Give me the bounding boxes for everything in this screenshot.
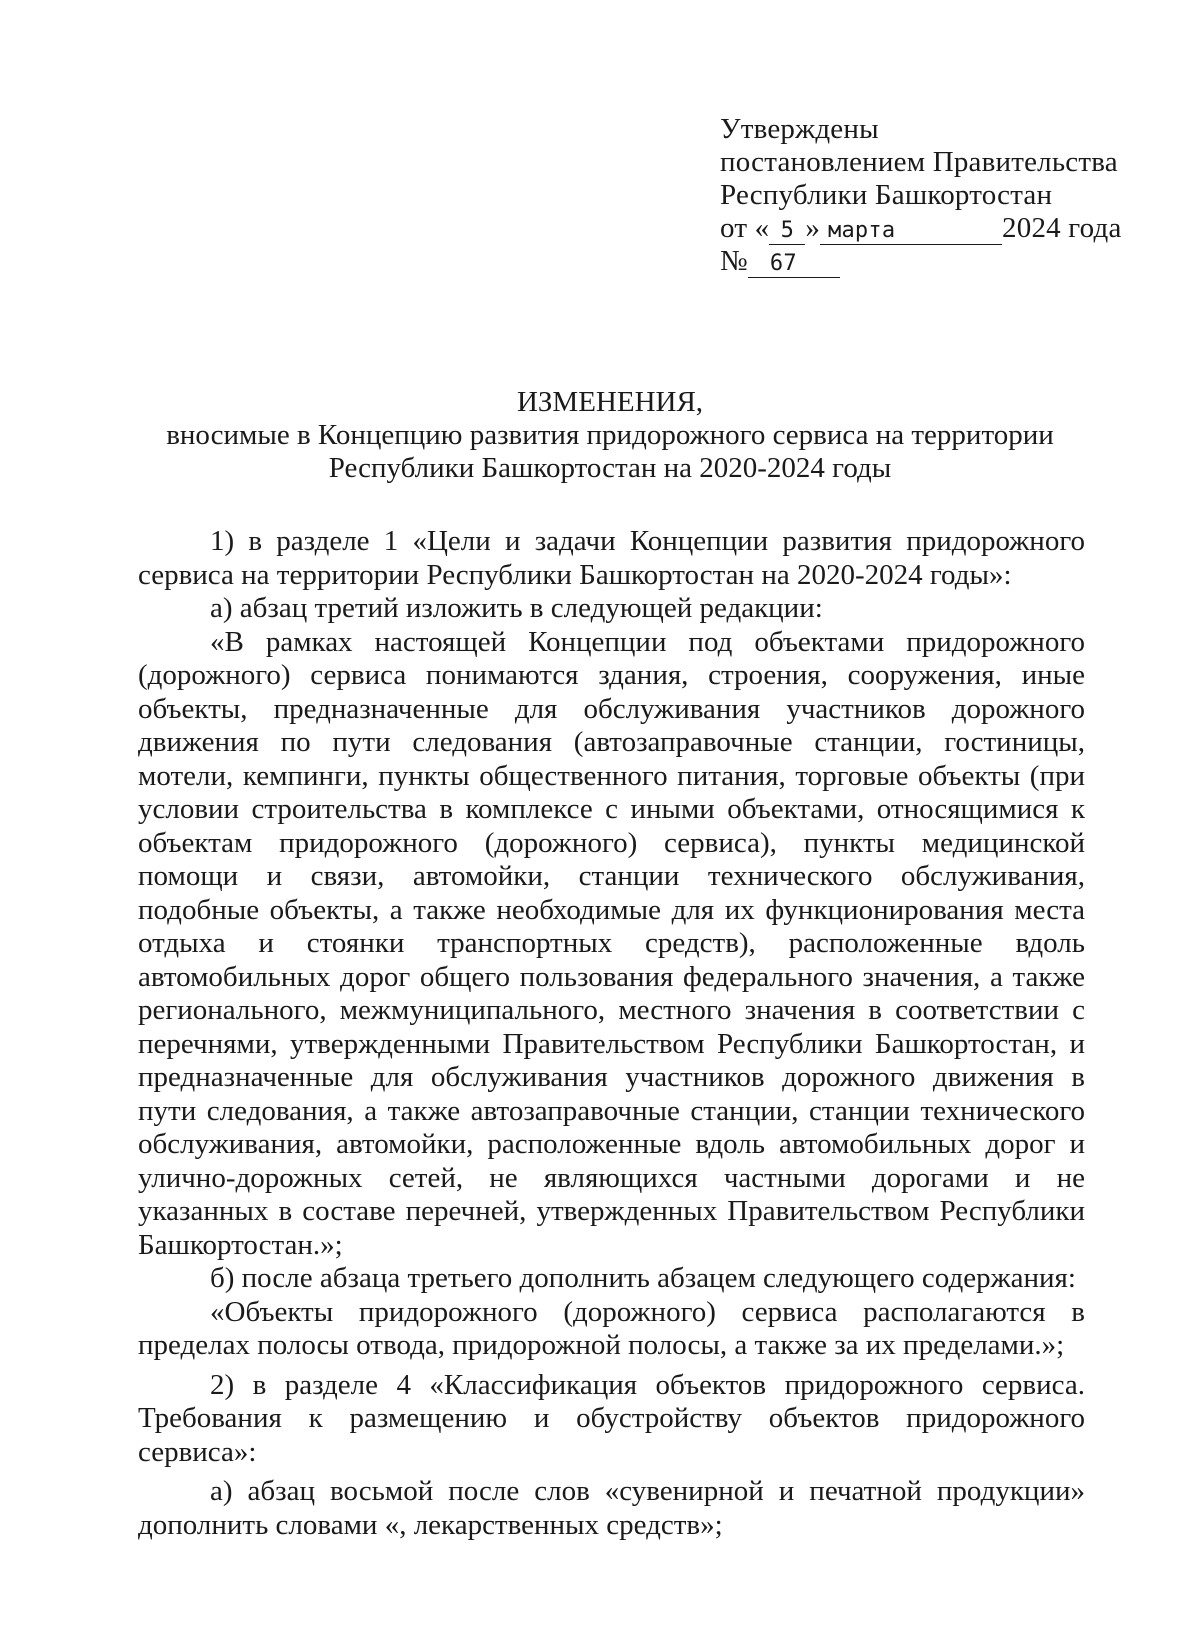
document-subtitle-line-2: Республики Башкортостан на 2020-2024 годы bbox=[328, 452, 892, 484]
approval-line-2: постановлением Правительства bbox=[720, 146, 1118, 178]
approval-line-1: Утверждены bbox=[720, 113, 879, 145]
approval-line-3: Республики Башкортостан bbox=[720, 179, 1053, 211]
approval-date-line bbox=[720, 212, 1122, 245]
paragraph-item-a-section-4: а) абзац восьмой после слов «сувенирной и печатной продукции» дополнить словами «, лекарственных средств»; bbox=[138, 1475, 1085, 1541]
paragraph-section-4: 2) в разделе 4 «Классификация объектов придорожного сервиса. Требования к размещению и обустройству объектов придорожного сервиса»: bbox=[138, 1368, 1085, 1468]
paragraph-item-b: б) после абзаца третьего дополнить абзацем следующего содержания: bbox=[210, 1262, 1076, 1294]
paragraph-definition: «В рамках настоящей Концепции под объектами придорожного (дорожного) сервиса понимаются здания, строения, сооружения, иные объекты, предназначенные для обслуживания участников дорожного движения по пути следования (автозаправочные станции, гостиницы, мотели, кемпинги, пункты общественного питания, торговые объекты (при условии строительства в комплексе с иными объектами, относящимися к объектам придорожного (дорожного) сервиса), пункты медицинской помощи и связи, автомойки, станции технического обслуживания, подобные объекты, а также необходимые для их функционирования места отдыха и стоянки транспортных средств), расположенные вдоль автомобильных дорог общего пользования федерального значения, а также регионального, межмуниципального, местного значения в соответствии с перечнями, утвержденными Правительством Республики Башкортостан, и предназначенные для обслуживания участников дорожного движения в пути следования, а также автозаправочные станции, станции технического обслуживания, автомойки, расположенные вдоль автомобильных дорог и улично-дорожных сетей, не являющихся частными дорогами и не указанных в составе перечней, утвержденных Правительством Республики Башкортостан.»; bbox=[138, 625, 1085, 1261]
paragraph-placement: «Объекты придорожного (дорожного) сервиса располагаются в пределах полосы отвода, придорожной полосы, а также за их пределами.»; bbox=[138, 1295, 1085, 1361]
date-prefix: от « bbox=[720, 212, 770, 244]
document-subtitle-line-1: вносимые в Концепцию развития придорожного сервиса на территории bbox=[166, 419, 1054, 451]
approval-number-line bbox=[720, 245, 1122, 278]
paragraph-item-a: а) абзац третий изложить в следующей редакции: bbox=[210, 592, 823, 624]
document-heading bbox=[140, 386, 1080, 485]
number-sign: № bbox=[720, 245, 748, 277]
date-quote-close: » bbox=[805, 212, 821, 244]
date-day-field: 5 bbox=[769, 218, 805, 245]
approval-block bbox=[720, 113, 1122, 278]
document-body bbox=[138, 525, 1085, 1542]
date-year: 2024 года bbox=[1002, 212, 1122, 244]
number-field: 67 bbox=[748, 251, 840, 278]
paragraph-section-1: 1) в разделе 1 «Цели и задачи Концепции развития придорожного сервиса на территории Республики Башкортостан на 2020-2024 годы»: bbox=[138, 525, 1085, 591]
date-month-field: марта bbox=[820, 218, 1002, 245]
document-title: ИЗМЕНЕНИЯ, bbox=[516, 386, 704, 418]
